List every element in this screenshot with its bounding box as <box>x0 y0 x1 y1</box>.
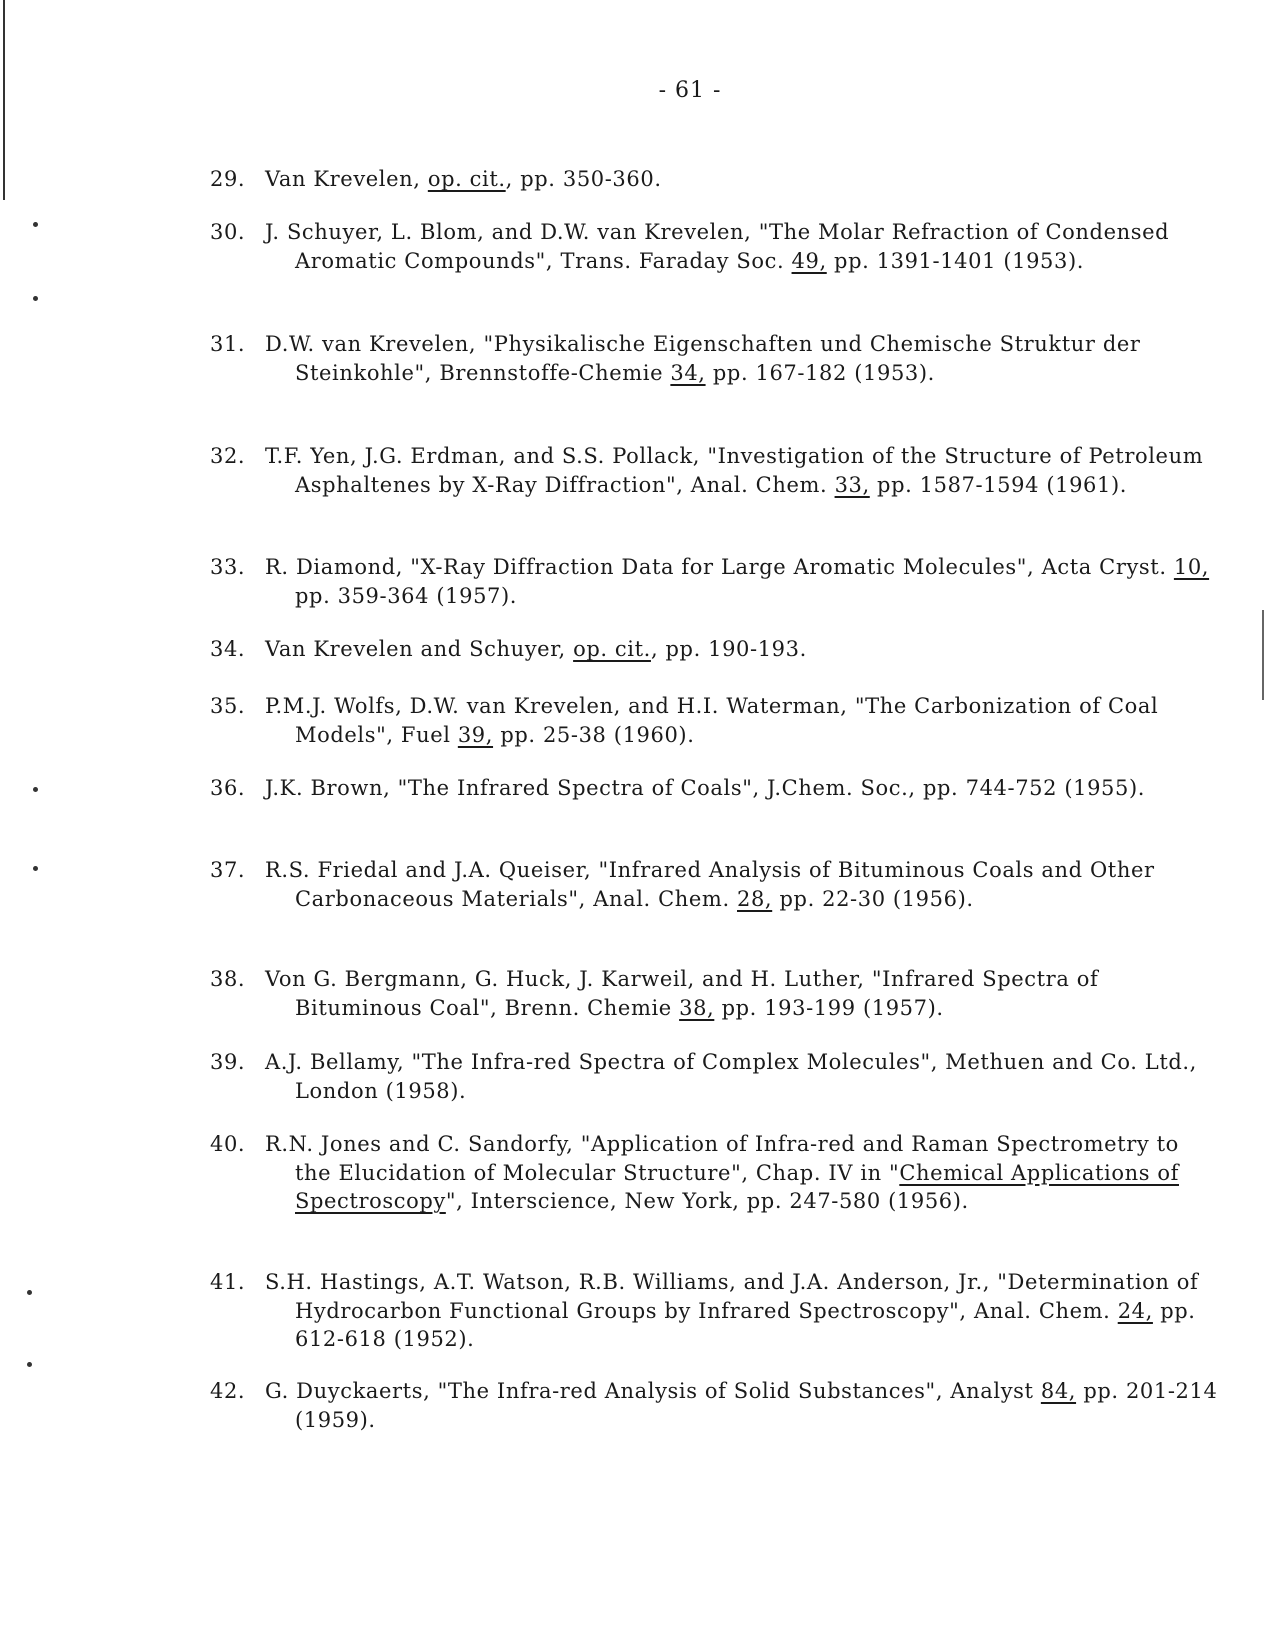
reference-text <box>265 965 1220 1022</box>
scan-speck <box>33 222 38 227</box>
reference-number: 35. <box>210 694 246 718</box>
citation-text: S.H. Hastings, A.T. Watson, R.B. Williams, and J.A. Anderson, Jr., "Determination of Hydrocarbon Functional Groups by Infrared Spectroscopy", Anal. Chem. <box>265 1270 1199 1323</box>
underlined-citation-text: 38, <box>679 995 715 1020</box>
reference-text <box>265 165 1220 194</box>
citation-text: D.W. van Krevelen, "Physikalische Eigenschaften und Chemische Struktur der Steinkohle", Brennstoffe-Chemie <box>265 332 1141 385</box>
right-margin-rule <box>1262 610 1264 700</box>
reference-number: 31. <box>210 332 246 356</box>
citation-text: R.S. Friedal and J.A. Queiser, "Infrared Analysis of Bituminous Coals and Other Carbonaceous Materials", Anal. Chem. <box>265 858 1155 911</box>
underlined-citation-text: 49, <box>791 248 827 273</box>
reference-text <box>265 442 1220 499</box>
citation-text: T.F. Yen, J.G. Erdman, and S.S. Pollack, "Investigation of the Structure of Petroleum Asphaltenes by X-Ray Diffraction", Anal. Chem. <box>265 444 1204 497</box>
reference-item <box>210 218 1220 275</box>
scan-speck <box>27 1290 32 1295</box>
citation-text: P.M.J. Wolfs, D.W. van Krevelen, and H.I. Waterman, "The Carbonization of Coal Models", Fuel <box>265 694 1159 747</box>
citation-text: pp. 1391-1401 (1953). <box>826 248 1085 273</box>
reference-text <box>265 856 1220 913</box>
underlined-citation-text: 84, <box>1040 1379 1077 1403</box>
reference-number: 29. <box>210 167 246 191</box>
reference-number: 39. <box>210 1050 246 1074</box>
citation-text: , pp. 190-193. <box>650 637 807 661</box>
citation-text: pp. 201-214 (1959). <box>295 1379 1218 1432</box>
reference-number: 38. <box>210 967 246 991</box>
underlined-citation-text: op. cit. <box>427 167 506 191</box>
reference-number: 34. <box>210 637 246 661</box>
citation-text: pp. 612-618 (1952). <box>295 1298 1196 1351</box>
underlined-citation-text: Chemical Applications of Spectroscopy <box>295 1160 1179 1213</box>
reference-text <box>265 1130 1220 1216</box>
reference-item <box>210 1048 1220 1105</box>
citation-text: pp. 359-364 (1957). <box>295 583 518 608</box>
reference-item <box>210 165 1220 194</box>
reference-text <box>265 1268 1220 1354</box>
citation-text: , pp. 350-360. <box>505 167 662 191</box>
reference-number: 30. <box>210 220 246 244</box>
reference-text <box>265 330 1220 387</box>
reference-number: 40. <box>210 1132 246 1156</box>
reference-text <box>265 1048 1220 1105</box>
reference-text <box>265 1377 1220 1434</box>
reference-item <box>210 774 1220 803</box>
reference-number: 41. <box>210 1270 246 1294</box>
citation-text: ", Interscience, New York, pp. 247-580 (1956). <box>445 1189 969 1213</box>
reference-text <box>265 635 1220 664</box>
citation-text: Van Krevelen and Schuyer, <box>265 637 574 661</box>
reference-number: 32. <box>210 444 246 468</box>
underlined-citation-text: 28, <box>737 886 773 911</box>
reference-item <box>210 1130 1220 1216</box>
reference-item <box>210 856 1220 913</box>
reference-number: 42. <box>210 1379 246 1403</box>
citation-text: G. Duyckaerts, "The Infra-red Analysis of Solid Substances", Analyst <box>265 1379 1041 1403</box>
underlined-citation-text: 34, <box>670 360 706 385</box>
reference-item <box>210 442 1220 499</box>
citation-text: R. Diamond, "X-Ray Diffraction Data for Large Aromatic Molecules", Acta Cryst. <box>265 555 1174 579</box>
scan-speck <box>33 787 38 792</box>
citation-text: Von G. Bergmann, G. Huck, J. Karweil, and H. Luther, "Infrared Spectra of Bituminous Coal", Brenn. Chemie <box>265 967 1099 1020</box>
reference-text <box>265 218 1220 275</box>
reference-item <box>210 1377 1220 1434</box>
underlined-citation-text: 24, <box>1117 1298 1153 1323</box>
citation-text: pp. 193-199 (1957). <box>714 995 944 1020</box>
citation-text: A.J. Bellamy, "The Infra-red Spectra of Complex Molecules", Methuen and Co. Ltd., London (1958). <box>265 1050 1197 1103</box>
citation-text: J. Schuyer, L. Blom, and D.W. van Krevelen, "The Molar Refraction of Condensed Aromatic Compounds", Trans. Faraday Soc. <box>265 220 1170 273</box>
citation-text: pp. 22-30 (1956). <box>772 886 974 911</box>
citation-text: pp. 1587-1594 (1961). <box>869 472 1128 497</box>
reference-text <box>265 692 1220 749</box>
reference-item <box>210 330 1220 387</box>
reference-number: 37. <box>210 858 246 882</box>
citation-text: J.K. Brown, "The Infrared Spectra of Coals", J.Chem. Soc., pp. 744-752 (1955). <box>265 776 1146 800</box>
reference-item <box>210 553 1220 610</box>
scan-speck <box>27 1362 32 1367</box>
scan-speck <box>33 866 38 871</box>
reference-item <box>210 965 1220 1022</box>
citation-text: pp. 167-182 (1953). <box>705 360 935 385</box>
reference-text <box>265 774 1220 803</box>
citation-text: R.N. Jones and C. Sandorfy, "Application of Infra-red and Raman Spectrometry to the Elucidation of Molecular Structure", Chap. IV in " <box>265 1132 1179 1185</box>
reference-text <box>265 553 1220 610</box>
underlined-citation-text: op. cit. <box>573 637 651 661</box>
underlined-citation-text: 33, <box>834 472 870 497</box>
scan-speck <box>33 296 38 301</box>
reference-item <box>210 635 1220 664</box>
citation-text: pp. 25-38 (1960). <box>493 722 695 747</box>
reference-item <box>210 1268 1220 1354</box>
reference-number: 33. <box>210 555 246 579</box>
citation-text: Van Krevelen, <box>265 167 428 191</box>
page-number: - 61 - <box>658 78 722 103</box>
reference-number: 36. <box>210 776 246 800</box>
underlined-citation-text: 10, <box>1173 555 1210 579</box>
underlined-citation-text: 39, <box>457 722 494 747</box>
reference-item <box>210 692 1220 749</box>
